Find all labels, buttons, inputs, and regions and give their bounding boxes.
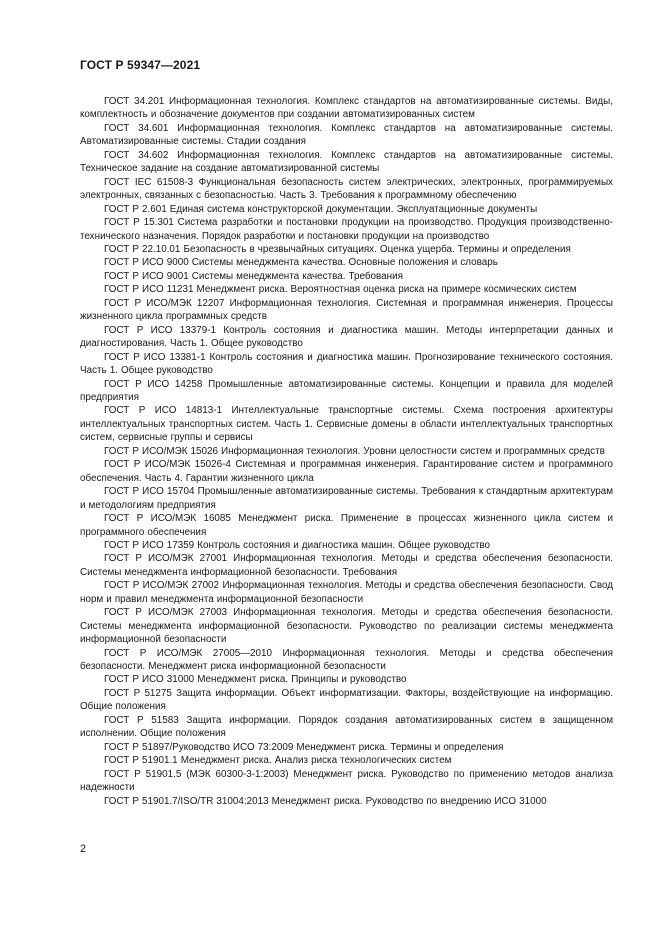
reference-item: ГОСТ Р ИСО/МЭК 15026-4 Системная и программная инженерия. Гарантирование систем и программного обеспечения. Часть 4. Гарантии жизненного цикла	[80, 459, 613, 484]
reference-item: ГОСТ Р ИСО/МЭК 16085 Менеджмент риска. Применение в процессах жизненного цикла систем и программного обеспечения	[80, 513, 613, 538]
reference-item: ГОСТ Р 2.601 Единая система конструкторской документации. Эксплуатационные документы	[104, 203, 538, 215]
reference-item: ГОСТ Р 51897/Руководство ИСО 73:2009 Менеджмент риска. Термины и определения	[104, 741, 504, 753]
reference-item: ГОСТ IEC 61508-3 Функциональная безопасность систем электрических, электронных, программируемых электронных, связанных с безопасностью. Часть 3. Требования к программному обеспечению	[80, 176, 613, 202]
reference-item: ГОСТ Р ИСО 13379-1 Контроль состояния и диагностика машин. Методы интерпретации данных и диагностирования. Часть 1. Общее руководство	[80, 324, 613, 350]
reference-item: ГОСТ Р 51901.1 Менеджмент риска. Анализ риска технологических систем	[104, 755, 452, 767]
reference-item: ГОСТ Р ИСО 14258 Промышленные автоматизированные системы. Концепции и правила для моделей предприятия	[80, 378, 613, 403]
document-header: ГОСТ Р 59347—2021	[80, 58, 201, 72]
reference-item: ГОСТ Р ИСО 31000 Менеджмент риска. Принципы и руководство	[104, 674, 407, 686]
reference-item: ГОСТ Р 22.10.01 Безопасность в чрезвычайных ситуациях. Оценка ущерба. Термины и определения	[104, 243, 571, 255]
page-number: 2	[80, 843, 87, 855]
reference-item: ГОСТ Р 51901.5 (МЭК 60300-3-1:2003) Менеджмент риска. Руководство по применению методов анализа надежности	[80, 768, 613, 794]
reference-item: ГОСТ 34.602 Информационная технология. Комплекс стандартов на автоматизированные системы. Техническое задание на создание автоматизированной системы	[80, 149, 613, 175]
reference-item: ГОСТ Р ИСО 13381-1 Контроль состояния и диагностика машин. Прогнозирование технического состояния. Часть 1. Общее руководство	[80, 351, 613, 377]
reference-item: ГОСТ 34.601 Информационная технология. Комплекс стандартов на автоматизированные системы. Автоматизированные системы. Стадии создания	[80, 122, 613, 148]
reference-item: ГОСТ Р ИСО/МЭК 27001 Информационная технология. Методы и средства обеспечения безопасности. Системы менеджмента информационной безопасности. Требования	[80, 553, 613, 578]
reference-item: ГОСТ Р ИСО 9001 Системы менеджмента качества. Требования	[104, 270, 403, 282]
reference-item: ГОСТ Р 15.301 Система разработки и постановки продукции на производство. Продукция производственно-технического назначения. Порядок разработки и постановки продукции на производство	[80, 217, 613, 242]
reference-item: ГОСТ Р 51583 Защита информации. Порядок создания автоматизированных систем в защищенном исполнении. Общие положения	[80, 714, 613, 740]
reference-item: ГОСТ Р ИСО/МЭК 12207 Информационная технология. Системная и программная инженерия. Процессы жизненного цикла программных средств	[80, 297, 613, 323]
reference-item: ГОСТ Р ИСО 9000 Системы менеджмента качества. Основные положения и словарь	[104, 257, 498, 269]
reference-item: ГОСТ Р ИСО/МЭК 27005—2010 Информационная технология. Методы и средства обеспечения безопасности. Менеджмент риска информационной безопасности	[80, 647, 613, 673]
normative-references-list	[80, 95, 613, 808]
reference-item: ГОСТ Р ИСО/МЭК 27003 Информационная технология. Методы и средства обеспечения безопасности. Системы менеджмента информационной безопасности. Руководство по реализации системы менеджмента информационной безопасности	[80, 607, 613, 646]
reference-item: ГОСТ Р 51901.7/ISO/TR 31004:2013 Менеджмент риска. Руководство по внедрению ИСО 31000	[104, 795, 547, 807]
reference-item: ГОСТ Р ИСО/МЭК 27002 Информационная технология. Методы и средства обеспечения безопасности. Свод норм и правил менеджмента информационной безопасности	[80, 580, 613, 605]
reference-item: ГОСТ Р ИСО/МЭК 15026 Информационная технология. Уровни целостности систем и программных средств	[104, 445, 605, 457]
reference-item: ГОСТ Р ИСО 11231 Менеджмент риска. Вероятностная оценка риска на примере космических систем	[104, 284, 577, 296]
reference-item: ГОСТ 34.201 Информационная технология. Комплекс стандартов на автоматизированные системы. Виды, комплектность и обозначение документов при создании автоматизированных систем	[80, 96, 613, 121]
reference-item: ГОСТ Р ИСО 14813-1 Интеллектуальные транспортные системы. Схема построения архитектуры интеллектуальных транспортных систем. Часть 1. Сервисные домены в области интеллектуальных транспортных систем, сервисные группы и сервисы	[80, 405, 613, 444]
reference-item: ГОСТ Р ИСО 17359 Контроль состояния и диагностика машин. Общее руководство	[104, 539, 491, 551]
reference-item: ГОСТ Р ИСО 15704 Промышленные автоматизированные системы. Требования к стандартным архитектурам и методологиям предприятия	[80, 486, 613, 511]
reference-item: ГОСТ Р 51275 Защита информации. Объект информатизации. Факторы, воздействующие на информацию. Общие положения	[80, 687, 613, 713]
